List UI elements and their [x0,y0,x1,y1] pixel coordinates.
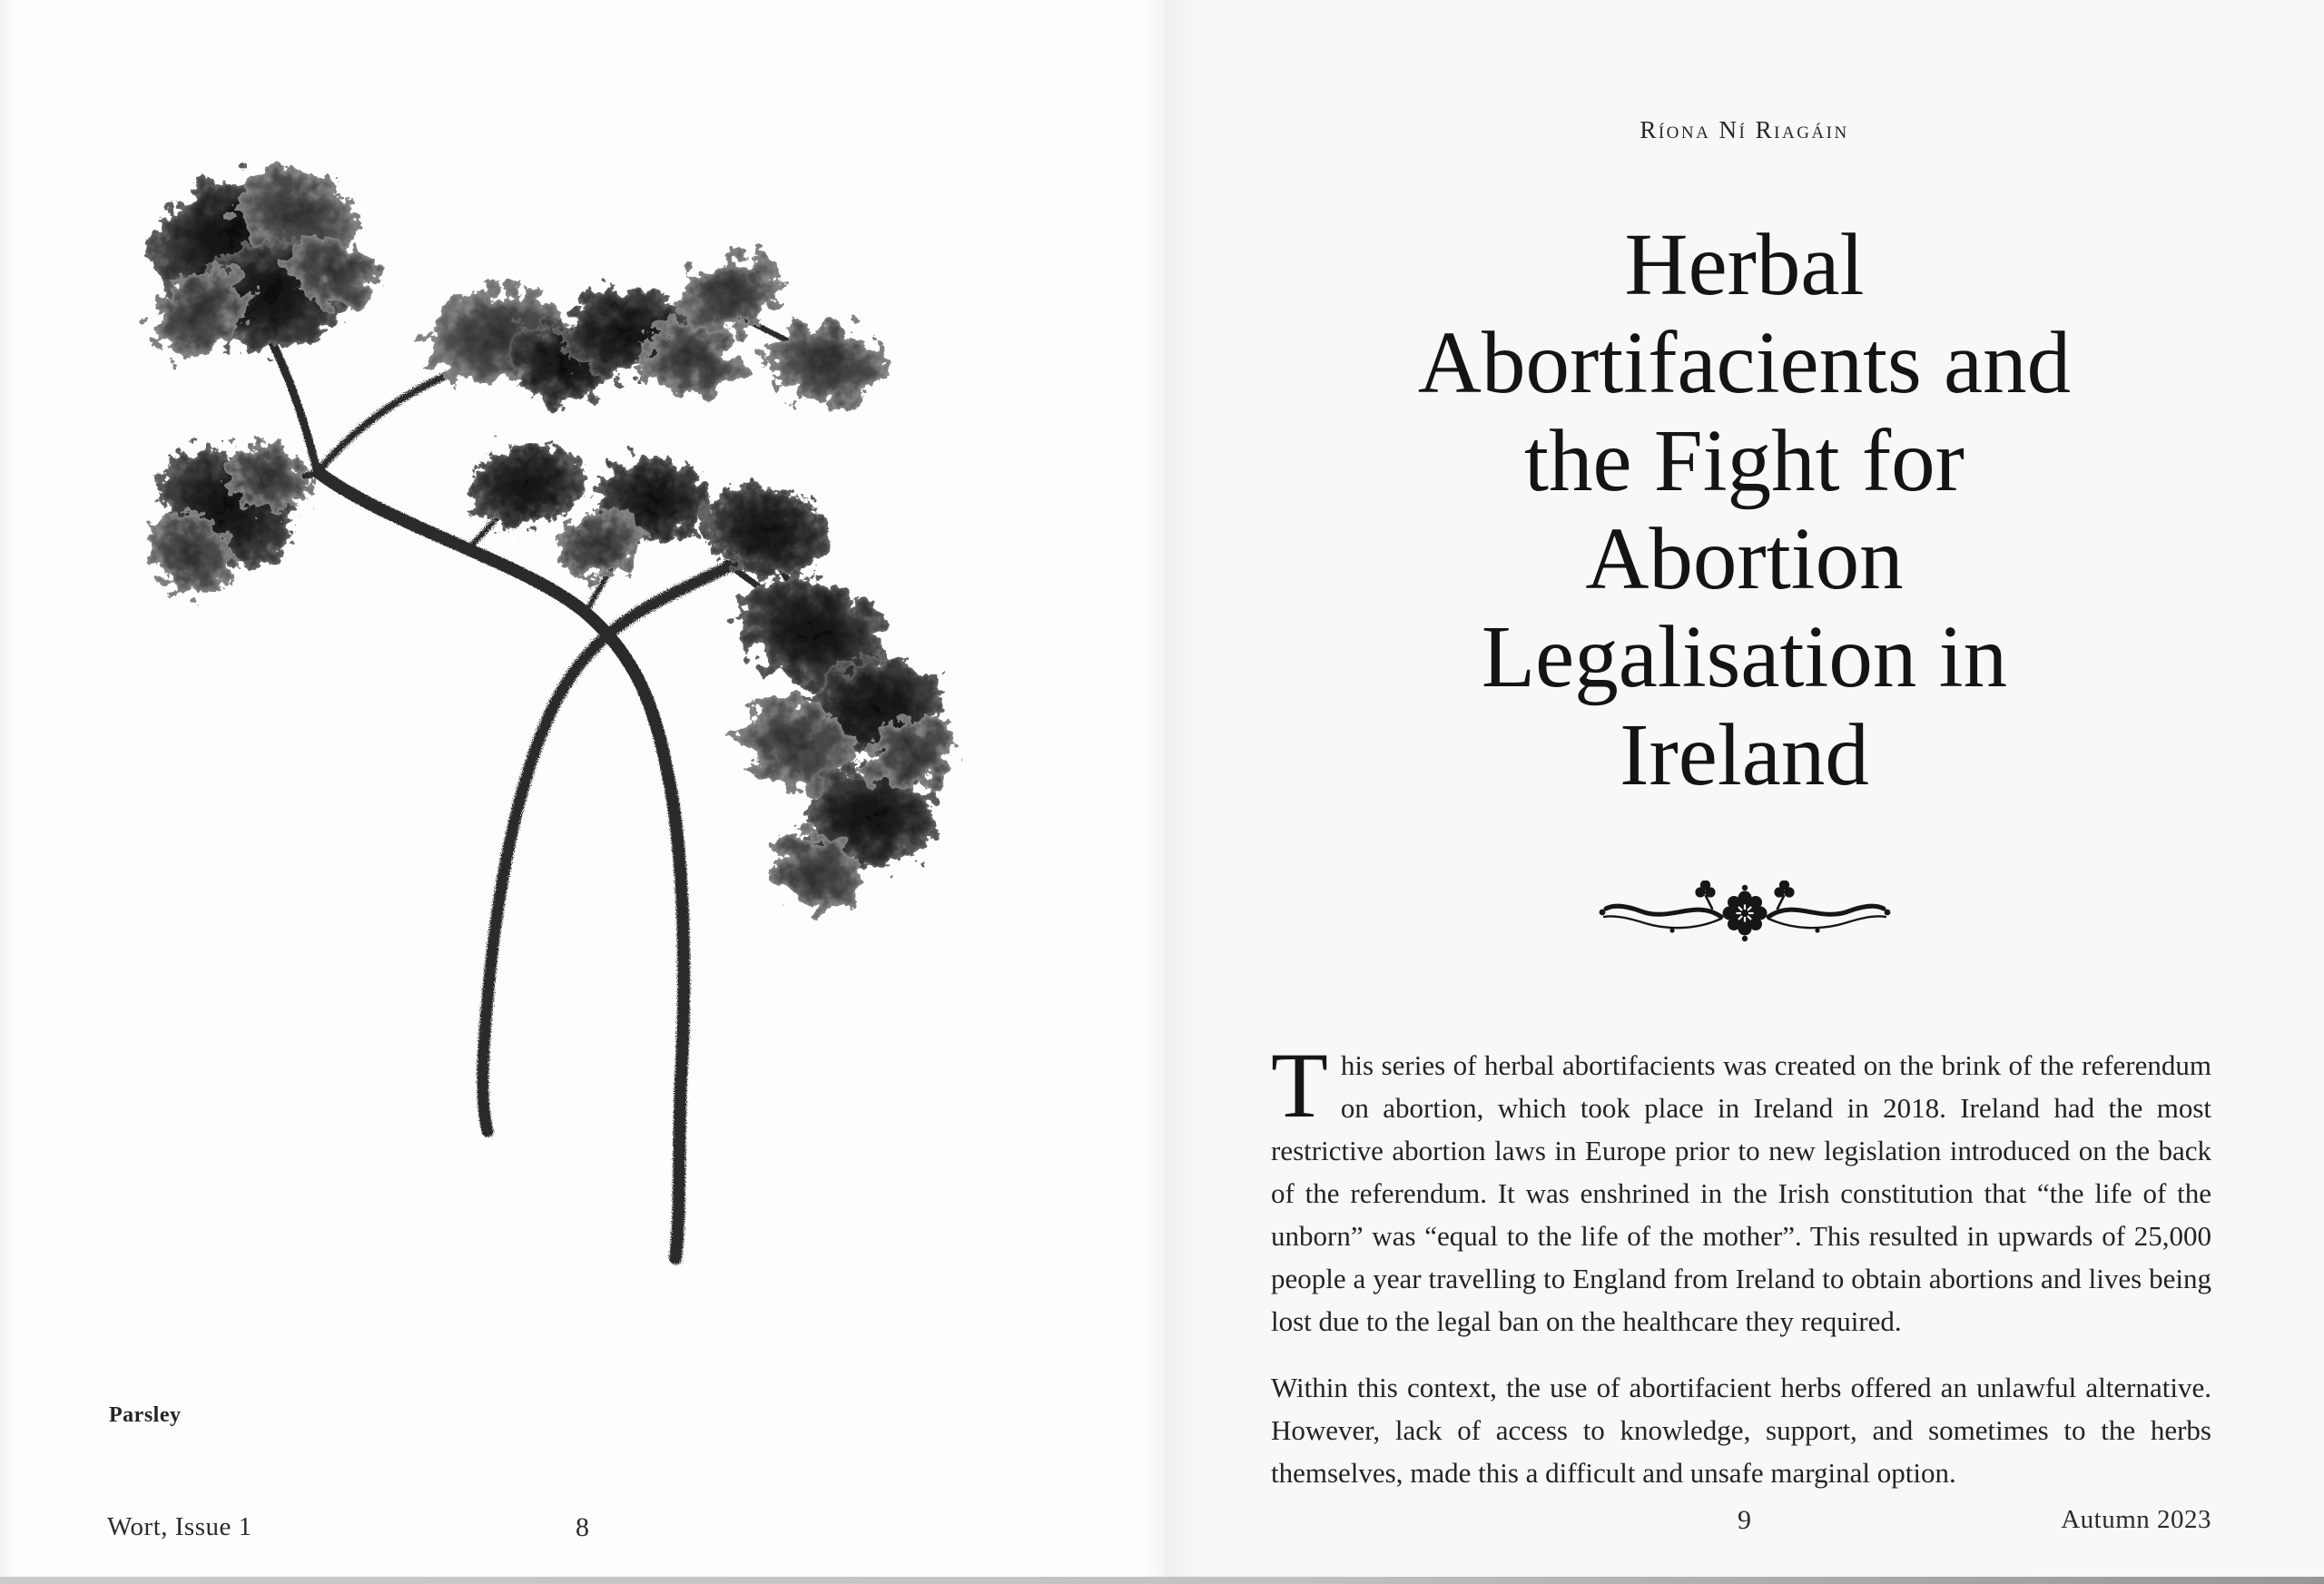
ornament-flourish [1165,881,2324,949]
illustration-caption: Parsley [109,1403,182,1427]
flourish-wing [1768,881,1890,933]
title-line: the Fight for [1524,412,1965,509]
parsley-illustration [91,118,962,1325]
scan-bottom-edge [0,1577,2324,1584]
paragraph-text: his series of herbal abortifacients was created on the brink of the referendum on abortion, which took place in Ireland in 2018. Ireland had the most restrictive abortion laws in Europe prior to new legislation introduced on the back of the referendum. It was enshrined in the Irish constitution that “the life of the unborn” was “equal to the life of the mother”. This resulted in upwards of 25,000 people a year travelling to England from Ireland to obtain abortions and lives being lost due to the legal ban on the healthcare they required. [1271,1049,2211,1337]
rosette-icon [1722,885,1767,941]
flourish-icon [1590,881,1899,944]
page-number-right: 9 [1738,1505,1751,1535]
right-page [1165,0,2324,1584]
title-line: Herbal [1624,216,1865,313]
paragraph [1271,1366,2211,1494]
title-line: Abortifacients and [1417,314,2072,411]
journal-title-footer: Wort, Issue 1 [107,1512,252,1541]
title-line: Legalisation in [1481,608,2008,705]
article-body [1271,1034,2211,1494]
title-line: Ireland [1620,706,1869,803]
author-name: Ríona Ní Riagáin [1640,116,1849,143]
issue-date-footer: Autumn 2023 [2061,1505,2211,1534]
parsley-foliage [130,149,962,927]
page-number-left: 8 [576,1512,589,1542]
paragraph-text: Within this context, the use of abortifacient herbs offered an unlawful alternative. However, lack of access to knowledge, support, and sometimes to the herbs themselves, made this a difficult and unsafe marginal option. [1271,1372,2211,1489]
parsley-illustration-svg [91,118,962,1325]
article-title [1219,216,2270,804]
drop-cap: T [1271,1034,1328,1137]
title-line: Abortion [1585,510,1904,607]
paragraph [1271,1034,2211,1343]
